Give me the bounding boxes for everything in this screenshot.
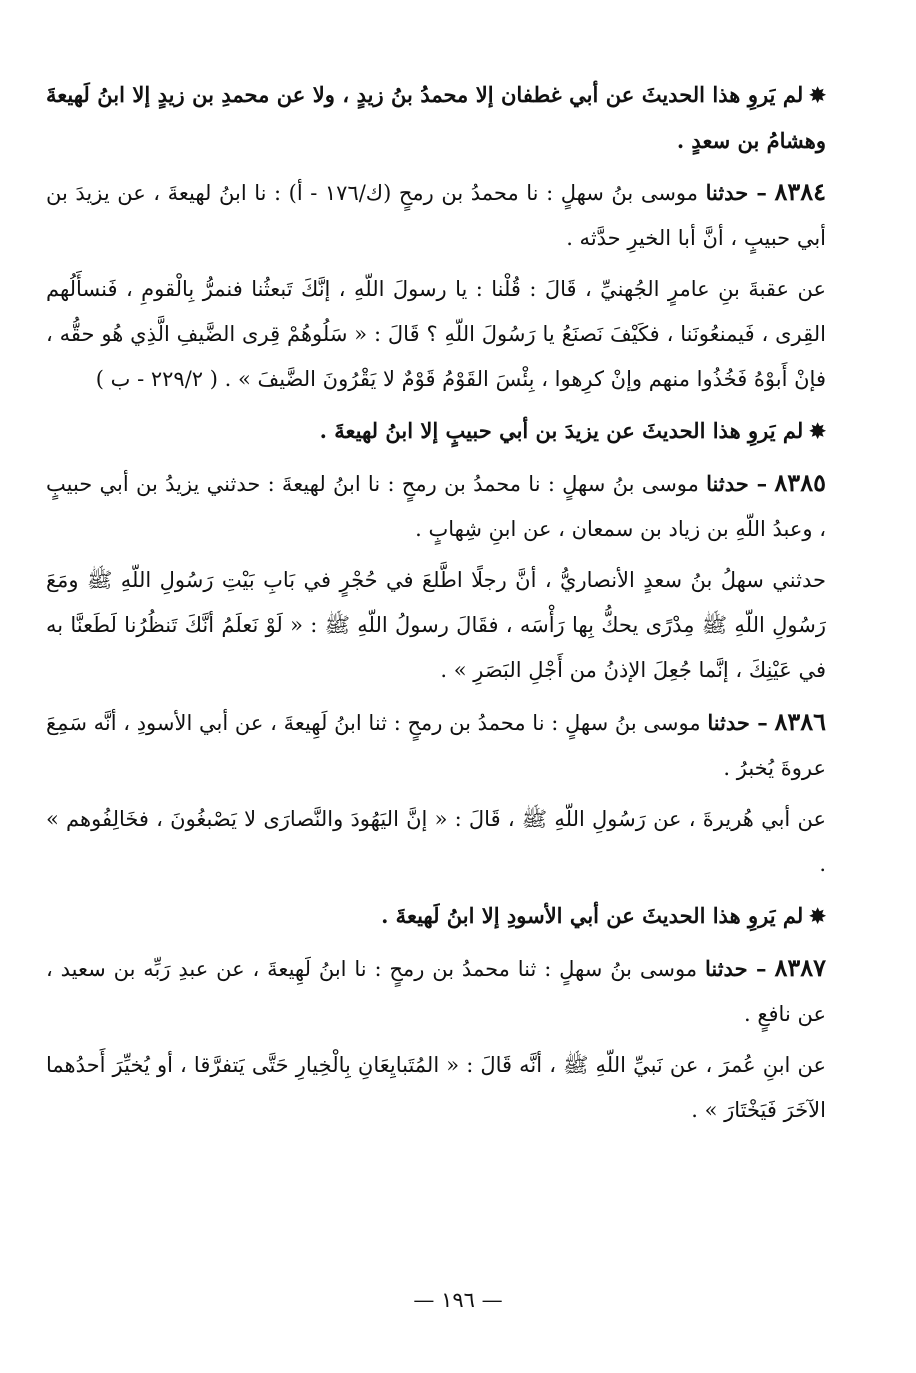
note-text: لم يَروِ هذا الحديثَ عن أبي غطفان إلا محمدُ بنُ زيدٍ ، ولا عن محمدِ بن زيدٍ إلا ابنُ لَهيعةَ وهشامُ بن سعدٍ . bbox=[46, 82, 826, 153]
hadith-number: ٨٣٨٥ bbox=[774, 468, 826, 497]
note-text: لم يَروِ هذا الحديثَ عن أبي الأسودِ إلا ابنُ لَهيعةَ . bbox=[381, 903, 804, 928]
hadith-number: ٨٣٨٤ bbox=[774, 177, 826, 206]
hadith-chain-text: موسى بنُ سهلٍ : ثنا محمدُ بن رمحٍ : نا ابنُ لَهِيعةَ ، عن عبدِ رَبِّه بن سعيد ، عن نافعٍ . bbox=[46, 957, 826, 1026]
hadith-heading: – حدثنا bbox=[706, 471, 768, 496]
hadith-chain bbox=[46, 169, 870, 261]
hadith-number: ٨٣٨٦ bbox=[774, 707, 826, 736]
hadith-heading: – حدثنا bbox=[705, 180, 767, 205]
hadith-text bbox=[46, 797, 870, 887]
hadith-body-text: حدثني سهلُ بنُ سعدٍ الأنصاريُّ ، أنَّ رجلًا اطَّلعَ في حُجْرٍ في بَابِ بَيْتِ رَسُولِ اللّهِ ﷺ ومَعَ رَسُولِ اللّهِ ﷺ مِدْرًى يحكُّ بِها رَأْسَه ، فقَالَ رسولُ اللّهِ ﷺ : « لَوْ نَعلَمُ أنَّكَ تَنظُرُنا لَطَعنَّا به في عَيْنِكَ ، إنَّما جُعِلَ الإذنُ من أَجْلِ البَصَرِ » . bbox=[46, 568, 826, 682]
asterisk-icon: ✸ bbox=[809, 83, 826, 107]
hadith-chain-text: موسى بنُ سهلٍ : نا محمدُ بن رمحٍ : ثنا ابنُ لَهِيعةَ ، عن أبي الأسودِ ، أنَّه سَمِعَ عروةَ يُخبرُ . bbox=[46, 711, 826, 780]
hadith-chain bbox=[46, 699, 870, 791]
hadith-chain bbox=[46, 460, 870, 552]
note-text: لم يَروِ هذا الحديثَ عن يزيدَ بن أبي حبيبٍ إلا ابنُ لهيعةَ . bbox=[319, 418, 804, 443]
hadith-text bbox=[46, 558, 870, 693]
asterisk-icon: ✸ bbox=[809, 904, 826, 928]
note-paragraph bbox=[46, 408, 870, 454]
hadith-text bbox=[46, 1043, 870, 1133]
hadith-heading: – حدثنا bbox=[704, 956, 767, 981]
hadith-text bbox=[46, 267, 870, 402]
page-content bbox=[46, 72, 870, 1133]
asterisk-icon: ✸ bbox=[809, 419, 826, 443]
page-number: — ١٩٦ — bbox=[413, 1288, 503, 1312]
hadith-body-text: عن عقبةَ بنِ عامرٍ الجُهنيِّ ، قَالَ : قُلْنا : يا رسولَ اللّهِ ، إنَّكَ تَبعثُنا فنمرُّ بِالْقومِ ، فَنسأَلُهم القِرى ، فَيمنعُونَنا ، فكَيْفَ نَصنَعُ يا رَسُولَ اللّهِ ؟ قَالَ : « سَلُوهُمْ قِرى الضَّيفِ الَّذِي هُو حقُّه ، فإنْ أَبوْهُ فَخُذُوا منهم وإنْ كرِهوا ، بِئْسَ القَوْمُ قَوْمٌ لا يَقْرُونَ الضَّيفَ » . ( ٢٢٩/٢ - ب ) bbox=[46, 277, 826, 391]
hadith-number: ٨٣٨٧ bbox=[774, 953, 826, 982]
hadith-heading: – حدثنا bbox=[707, 710, 768, 735]
note-paragraph bbox=[46, 72, 870, 163]
hadith-body-text: عن ابنِ عُمرَ ، عن نَبيِّ اللّهِ ﷺ ، أنَّه قَالَ : « المُتَبايِعَانِ بِالْخِيارِ حَتَّى يَتفرَّقا ، أو يُخيِّرَ أَحدُهما الآخَرَ فَيَخْتَارَ » . bbox=[46, 1053, 826, 1122]
hadith-chain bbox=[46, 945, 870, 1037]
hadith-chain-text: موسى بنُ سهلٍ : نا محمدُ بن رمحٍ : نا ابنُ لهيعةَ : حدثني يزيدُ بن أبي حبيبٍ ، وعبدُ اللّهِ بن زياد بن سمعان ، عن ابنِ شِهابٍ . bbox=[46, 472, 826, 541]
hadith-chain-text: موسى بنُ سهلٍ : نا محمدُ بن رمحٍ (ك/١٧٦ - أ) : نا ابنُ لهيعةَ ، عن يزيدَ بن أبي حبيبٍ ، أنَّ أبا الخيرِ حدَّثه . bbox=[46, 181, 826, 250]
note-paragraph bbox=[46, 893, 870, 939]
hadith-body-text: عن أبي هُريرةَ ، عن رَسُولِ اللّهِ ﷺ ، قَالَ : « إنَّ اليَهُودَ والنَّصارَى لا يَصْبغُونَ ، فخَالِفُوهم » . bbox=[46, 807, 826, 876]
